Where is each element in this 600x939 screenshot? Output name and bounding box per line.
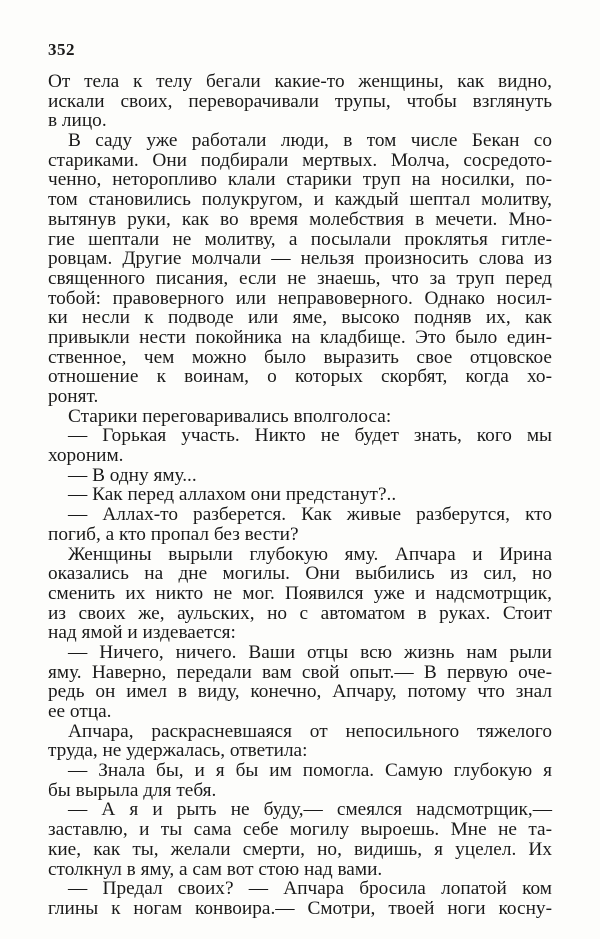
text-line: ки несли к подводе или яме, высоко подняв их, как bbox=[48, 307, 552, 329]
text-line: — Как перед аллахом они предстанут?.. bbox=[68, 484, 397, 506]
text-line: кие, как ты, желали смерти, но, видишь, я уцелел. Их bbox=[48, 838, 552, 860]
text-line: сменить их никто не мог. Появился уже и надсмотрщик, bbox=[48, 582, 552, 604]
text-line: труда, не удержалась, ответила: bbox=[48, 740, 308, 762]
text-line: ственное, чем можно было выразить свое отцовское bbox=[48, 346, 552, 368]
text-line: священного писания, если не знаешь, что за труп перед bbox=[48, 267, 552, 289]
text-line: редь он имел в виду, конечно, Апчару, потому что знал bbox=[48, 681, 552, 703]
text-line: яму. Наверно, передали вам свой опыт.— В первую оче- bbox=[48, 661, 552, 683]
text-line: над ямой и издевается: bbox=[48, 622, 236, 644]
text-line: Женщины вырыли глубокую яму. Апчара и Ирина bbox=[68, 543, 552, 565]
text-line: привыкли нести покойника на кладбище. Это было един- bbox=[48, 326, 552, 348]
text-line: — Горькая участь. Никто не будет знать, кого мы bbox=[68, 425, 552, 447]
text-line: вытянув руки, как во время молебствия в мечети. Мно- bbox=[48, 208, 552, 230]
text-line: оказались на дне могилы. Они выбились из сил, но bbox=[48, 563, 552, 585]
text-line: От тела к телу бегали какие-то женщины, как видно, bbox=[48, 71, 552, 92]
text-line: отношение к воинам, о которых скорбят, когда хо- bbox=[48, 366, 552, 388]
text-line: ровцам. Другие молчали — нельзя произносить слова из bbox=[48, 248, 552, 270]
text-line: погиб, а кто пропал без вести? bbox=[48, 523, 299, 545]
text-line: — В одну яму... bbox=[68, 464, 197, 486]
text-line: — А я и рыть не буду,— смеялся надсмотрщик,— bbox=[68, 799, 552, 821]
text-line: искали своих, переворачивали трупы, чтобы взглянуть bbox=[48, 90, 552, 112]
text-line: из своих же, аульских, но с автоматом в руках. Стоит bbox=[48, 602, 552, 624]
text-line: В саду уже работали люди, в том числе Бекан со bbox=[68, 130, 552, 152]
body-text bbox=[48, 72, 552, 919]
text-line: том становились полукругом, и каждый шептал молитву, bbox=[48, 189, 552, 211]
text-line: ченно, неторопливо клали старики труп на носилки, по- bbox=[48, 169, 552, 191]
text-line: в лицо. bbox=[48, 110, 107, 132]
text-line: заставлю, и ты сама себе могилу выроешь. Мне не та- bbox=[48, 819, 552, 841]
text-line: гие шептали не молитву, а посылали проклятья гитле- bbox=[48, 228, 552, 250]
text-line: стариками. Они подбирали мертвых. Молча, сосредото- bbox=[48, 149, 552, 171]
text-line: ее отца. bbox=[48, 701, 112, 722]
text-line: — Ничего, ничего. Ваши отцы всю жизнь нам рыли bbox=[68, 641, 552, 663]
text-line: хороним. bbox=[48, 445, 124, 467]
text-line: бы вырыла для тебя. bbox=[48, 779, 217, 801]
text-line: Старики переговаривались вполголоса: bbox=[68, 405, 392, 427]
text-line: — Аллах-то разберется. Как живые разберутся, кто bbox=[68, 504, 552, 526]
text-line: тобой: правоверного или неправоверного. Однако носил- bbox=[48, 287, 552, 309]
text-line: глины к ногам конвоира.— Смотри, твоей ноги косну- bbox=[48, 897, 552, 919]
page-number: 352 bbox=[48, 40, 75, 59]
text-line: ронят. bbox=[48, 386, 99, 407]
text-line: — Предал своих? — Апчара бросила лопатой ком bbox=[68, 878, 552, 900]
text-line: Апчара, раскрасневшаяся от непосильного тяжелого bbox=[68, 720, 552, 742]
text-line: столкнул в яму, а сам вот стою над вами. bbox=[48, 858, 383, 880]
text-line: — Знала бы, и я бы им помогла. Самую глубокую я bbox=[68, 760, 552, 782]
